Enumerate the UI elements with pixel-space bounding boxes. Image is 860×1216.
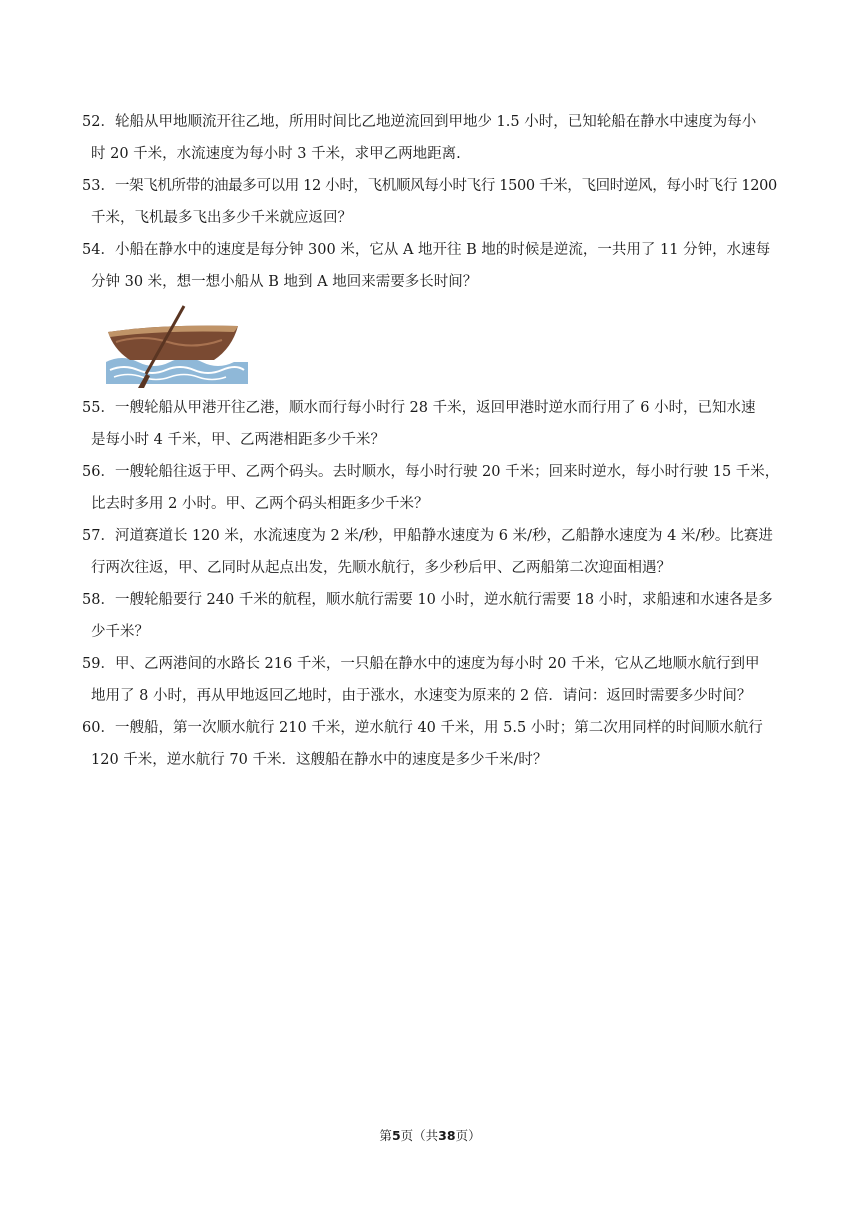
problem-52: [82, 106, 782, 170]
problem-number: 58．: [82, 592, 115, 608]
problem-text-line1: 甲、乙两港间的水路长 216 千米，一只船在静水中的速度为每小时 20 千米，它从乙地顺水航行到甲: [114, 656, 760, 672]
problem-list: [82, 106, 782, 776]
problem-text-line2: 时 20 千米，水流速度为每小时 3 千米，求甲乙两地距离.: [91, 146, 461, 162]
rowboat-icon: [102, 304, 252, 390]
footer-middle: 页（共: [400, 1128, 439, 1143]
problem-text-line2: 千米，飞机最多飞出多少千米就应返回？: [91, 210, 352, 226]
footer-prefix: 第: [379, 1128, 392, 1143]
problem-number: 60．: [82, 720, 115, 736]
footer-suffix: 页）: [455, 1128, 481, 1143]
problem-58: [82, 584, 782, 648]
problem-57: [82, 520, 782, 584]
water-shape: [106, 358, 248, 384]
problem-text-line2: 120 千米，逆水航行 70 千米．这艘船在静水中的速度是多少千米/时？: [91, 752, 548, 768]
problem-text-line2: 是每小时 4 千米，甲、乙两港相距多少千米？: [91, 432, 385, 448]
problem-text-line2: 分钟 30 米，想一想小船从 B 地到 A 地回来需要多长时间？: [91, 274, 478, 290]
problem-number: 59．: [82, 656, 115, 672]
problem-text-line2: 比去时多用 2 小时。甲、乙两个码头相距多少千米？: [91, 496, 429, 512]
problem-54: [82, 234, 782, 298]
problem-55: [82, 392, 782, 456]
problem-number: 54．: [82, 242, 115, 258]
problem-56: [82, 456, 782, 520]
problem-number: 52．: [82, 114, 115, 130]
problem-number: 55．: [82, 400, 115, 416]
problem-text-line1: 一艘船，第一次顺水航行 210 千米，逆水航行 40 千米，用 5.5 小时；第二次用同样的时间顺水航行: [114, 720, 763, 736]
problem-number: 53．: [82, 178, 115, 194]
total-page-count: 38: [438, 1128, 456, 1143]
problem-text-line1: 一艘轮船要行 240 千米的航程，顺水航行需要 10 小时，逆水航行需要 18 小时，求船速和水速各是多: [114, 592, 773, 608]
problem-text-line2: 地用了 8 小时，再从甲地返回乙地时，由于涨水，水速变为原来的 2 倍．请问：返回时需要多少时间？: [91, 688, 752, 704]
problem-60: [82, 712, 782, 776]
problem-number: 56．: [82, 464, 115, 480]
problem-number: 57．: [82, 528, 115, 544]
page-footer: [0, 1126, 860, 1144]
problem-text-line2: 行两次往返，甲、乙同时从起点出发，先顺水航行，多少秒后甲、乙两船第二次迎面相遇？: [91, 560, 671, 576]
current-page-number: 5: [391, 1128, 401, 1143]
problem-text-line1: 河道赛道长 120 米，水流速度为 2 米/秒，甲船静水速度为 6 米/秒，乙船静水速度为 4 米/秒。比赛进: [114, 528, 773, 544]
problem-text-line1: 小船在静水中的速度是每分钟 300 米，它从 A 地开往 B 地的时候是逆流，一共用了 11 分钟，水速每: [114, 242, 771, 258]
rowboat-illustration: [102, 304, 252, 390]
problem-text-line2: 少千米？: [91, 624, 149, 640]
problem-59: [82, 648, 782, 712]
problem-text-line1: 一艘轮船往返于甲、乙两个码头。去时顺水，每小时行驶 20 千米；回来时逆水，每小时行驶 15 千米，: [114, 464, 780, 480]
problem-text-line1: 轮船从甲地顺流开往乙地，所用时间比乙地逆流回到甲地少 1.5 小时，已知轮船在静水中速度为每小: [114, 114, 757, 130]
problem-text-line1: 一艘轮船从甲港开往乙港，顺水而行每小时行 28 千米，返回甲港时逆水而行用了 6 小时，已知水速: [114, 400, 756, 416]
problem-53: [82, 170, 782, 234]
problem-text-line1: 一架飞机所带的油最多可以用 12 小时，飞机顺风每小时飞行 1500 千米，飞回时逆风，每小时飞行 1200: [114, 178, 777, 194]
